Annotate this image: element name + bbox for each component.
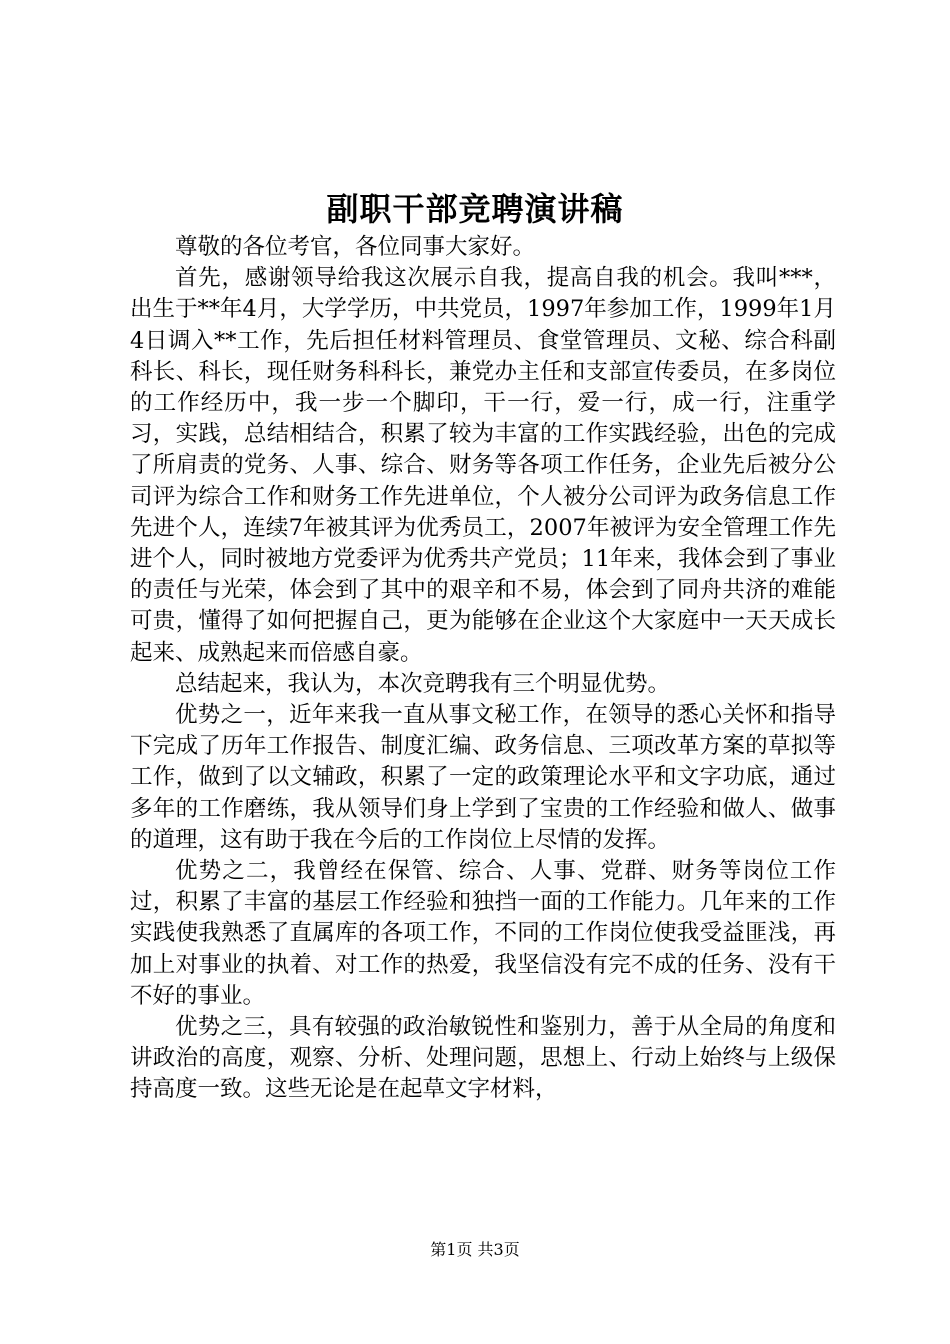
- paragraph-greeting: 尊敬的各位考官，各位同事大家好。: [175, 234, 536, 260]
- paragraph-advantage-two: 优势之二，我曾经在保管、综合、人事、党群、财务等岗位工作过，积累了丰富的基层工作经验和独挡一面的工作能力。几年来的工作实践使我熟悉了直属库的各项工作，不同的工作岗位使我受益匪浅，再加上对事业的执着、对工作的热爱，我坚信没有完不成的任务、没有干不好的事业。: [130, 858, 836, 1009]
- paragraph-advantage-one: 优势之一，近年来我一直从事文秘工作，在领导的悉心关怀和指导下完成了历年工作报告、制度汇编、政务信息、三项改革方案的草拟等工作，做到了以文辅政，积累了一定的政策理论水平和文字功底，通过多年的工作磨练，我从领导们身上学到了宝贵的工作经验和做人、做事的道理，这有助于我在今后的工作岗位上尽情的发挥。: [130, 702, 836, 853]
- paragraph-advantage-three: 优势之三，具有较强的政治敏锐性和鉴别力，善于从全局的角度和讲政治的高度，观察、分析、处理问题，思想上、行动上始终与上级保持高度一致。这些无论是在起草文字材料，: [130, 1014, 836, 1103]
- paragraph-introduction: 首先，感谢领导给我这次展示自我，提高自我的机会。我叫***，出生于**年4月，大学学历，中共党员，1997年参加工作，1999年1月4日调入**工作，先后担任材料管理员、食堂管理员、文秘、综合科副科长、科长，现任财务科科长，兼党办主任和支部宣传委员，在多岗位的工作经历中，我一步一个脚印，干一行，爱一行，成一行，注重学习，实践，总结相结合，积累了较为丰富的工作实践经验，出色的完成了所肩责的党务、人事、综合、财务等各项工作任务，企业先后被分公司评为综合工作和财务工作先进单位，个人被分公司评为政务信息工作先进个人，连续7年被其评为优秀员工，2007年被评为安全管理工作先进个人，同时被地方党委评为优秀共产党员；11年来，我体会到了事业的责任与光荣，体会到了其中的艰辛和不易，体会到了同舟共济的难能可贵，懂得了如何把握自己，更为能够在企业这个大家庭中一天天成长起来、成熟起来而倍感自豪。: [130, 265, 836, 666]
- paragraph-summary: 总结起来，我认为，本次竞聘我有三个明显优势。: [175, 670, 671, 697]
- page-number-footer: 第1页 共3页: [430, 1240, 520, 1259]
- document-body: [130, 232, 836, 1106]
- document-title: 副职干部竞聘演讲稿: [326, 190, 624, 228]
